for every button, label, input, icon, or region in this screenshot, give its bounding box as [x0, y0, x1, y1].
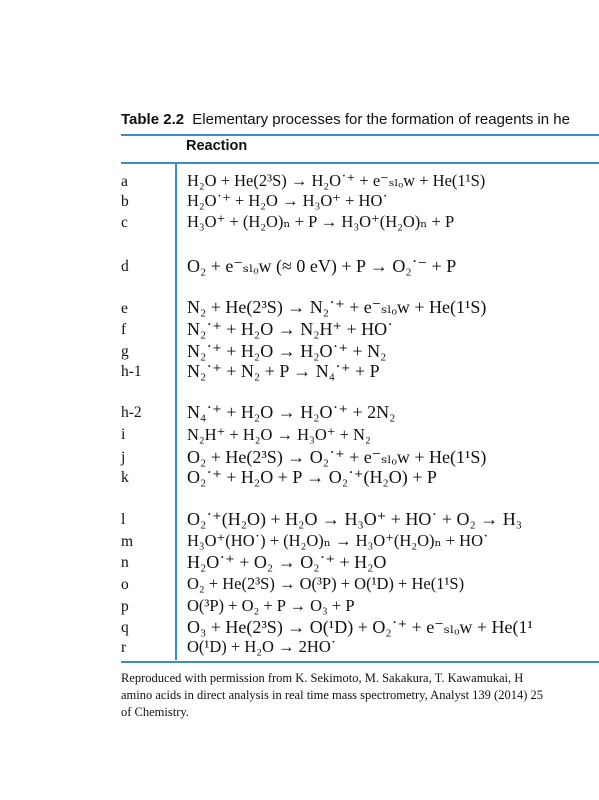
- table-number: Table 2.2: [121, 111, 185, 128]
- label-column-divider: [175, 164, 177, 660]
- footnote-line: of Chemistry.: [121, 705, 189, 719]
- row-label: k: [121, 469, 129, 486]
- row-label: q: [121, 619, 129, 636]
- header-bottom-rule: [121, 162, 599, 164]
- table-bottom-rule: [121, 661, 599, 663]
- reaction-equation: O(¹D) + H₂O → 2HO˙: [187, 637, 337, 656]
- row-label: j: [121, 449, 126, 466]
- reaction-equation: N₂˙⁺ + H₂O → N₂H⁺ + HO˙: [187, 319, 394, 339]
- table-caption: [121, 111, 570, 128]
- row-label: d: [121, 258, 129, 275]
- row-label: h-1: [121, 363, 142, 380]
- header-top-rule: [121, 134, 599, 136]
- row-label: r: [121, 639, 127, 656]
- footnote-line: Reproduced with permission from K. Sekimoto, M. Sakakura, T. Kawamukai, H: [121, 671, 524, 685]
- row-label: i: [121, 426, 126, 443]
- reaction-equation: H₃O⁺(HO˙) + (H₂O)ₙ → H₃O⁺(H₂O)ₙ + HO˙: [187, 531, 489, 550]
- row-label: c: [121, 214, 128, 231]
- row-label: e: [121, 300, 128, 317]
- reaction-equation: N₂˙⁺ + N₂ + P → N₄˙⁺ + P: [187, 361, 380, 381]
- row-label: f: [121, 321, 127, 338]
- reaction-equation: O₂ + e⁻ₛₗₒw (≈ 0 eV) + P → O₂˙⁻ + P: [187, 256, 457, 276]
- footnote-line: amino acids in direct analysis in real time mass spectrometry, Analyst 139 (2014) 25: [121, 688, 544, 702]
- reaction-equation: O(³P) + O₂ + P → O₃ + P: [187, 596, 355, 615]
- reaction-equation: N₂ + He(2³S) → N₂˙⁺ + e⁻ₛₗₒw + He(1¹S): [187, 297, 487, 317]
- reaction-equation: O₂ + He(2³S) → O₂˙⁺ + e⁻ₛₗₒw + He(1¹S): [187, 447, 487, 467]
- reaction-equation: N₂H⁺ + H₂O → H₃O⁺ + N₂: [187, 425, 371, 444]
- table-title: Elementary processes for the formation of reagents in he: [192, 111, 570, 128]
- reaction-equation: N₂˙⁺ + H₂O → H₂O˙⁺ + N₂: [187, 341, 387, 361]
- reaction-equation: O₂˙⁺ + H₂O + P → O₂˙⁺(H₂O) + P: [187, 467, 437, 487]
- row-label: l: [121, 511, 126, 528]
- row-label: o: [121, 576, 129, 593]
- reaction-equation: O₂ + He(2³S) → O(³P) + O(¹D) + He(1¹S): [187, 574, 465, 593]
- reaction-equation: O₂˙⁺(H₂O) + H₂O → H₃O⁺ + HO˙ + O₂ → H₃: [187, 509, 523, 529]
- row-label: g: [121, 343, 129, 360]
- row-label: a: [121, 173, 128, 190]
- row-label: p: [121, 598, 129, 615]
- table-footnote: [121, 670, 599, 721]
- row-label: m: [121, 533, 134, 550]
- reaction-equation: H₂O + He(2³S) → H₂O˙⁺ + e⁻ₛₗₒw + He(1¹S): [187, 171, 486, 190]
- reaction-equation: N₄˙⁺ + H₂O → H₂O˙⁺ + 2N₂: [187, 402, 396, 422]
- row-label: n: [121, 554, 129, 571]
- reaction-equation: H₃O⁺ + (H₂O)ₙ + P → H₃O⁺(H₂O)ₙ + P: [187, 212, 455, 231]
- column-header-reaction: Reaction: [186, 138, 248, 154]
- reaction-equation: H₂O˙⁺ + O₂ → O₂˙⁺ + H₂O: [187, 552, 387, 572]
- row-label: b: [121, 193, 129, 210]
- row-label: h-2: [121, 404, 142, 421]
- reaction-equation: O₃ + He(2³S) → O(¹D) + O₂˙⁺ + e⁻ₛₗₒw + He(1¹: [187, 617, 533, 637]
- reaction-equation: H₂O˙⁺ + H₂O → H₃O⁺ + HO˙: [187, 191, 388, 210]
